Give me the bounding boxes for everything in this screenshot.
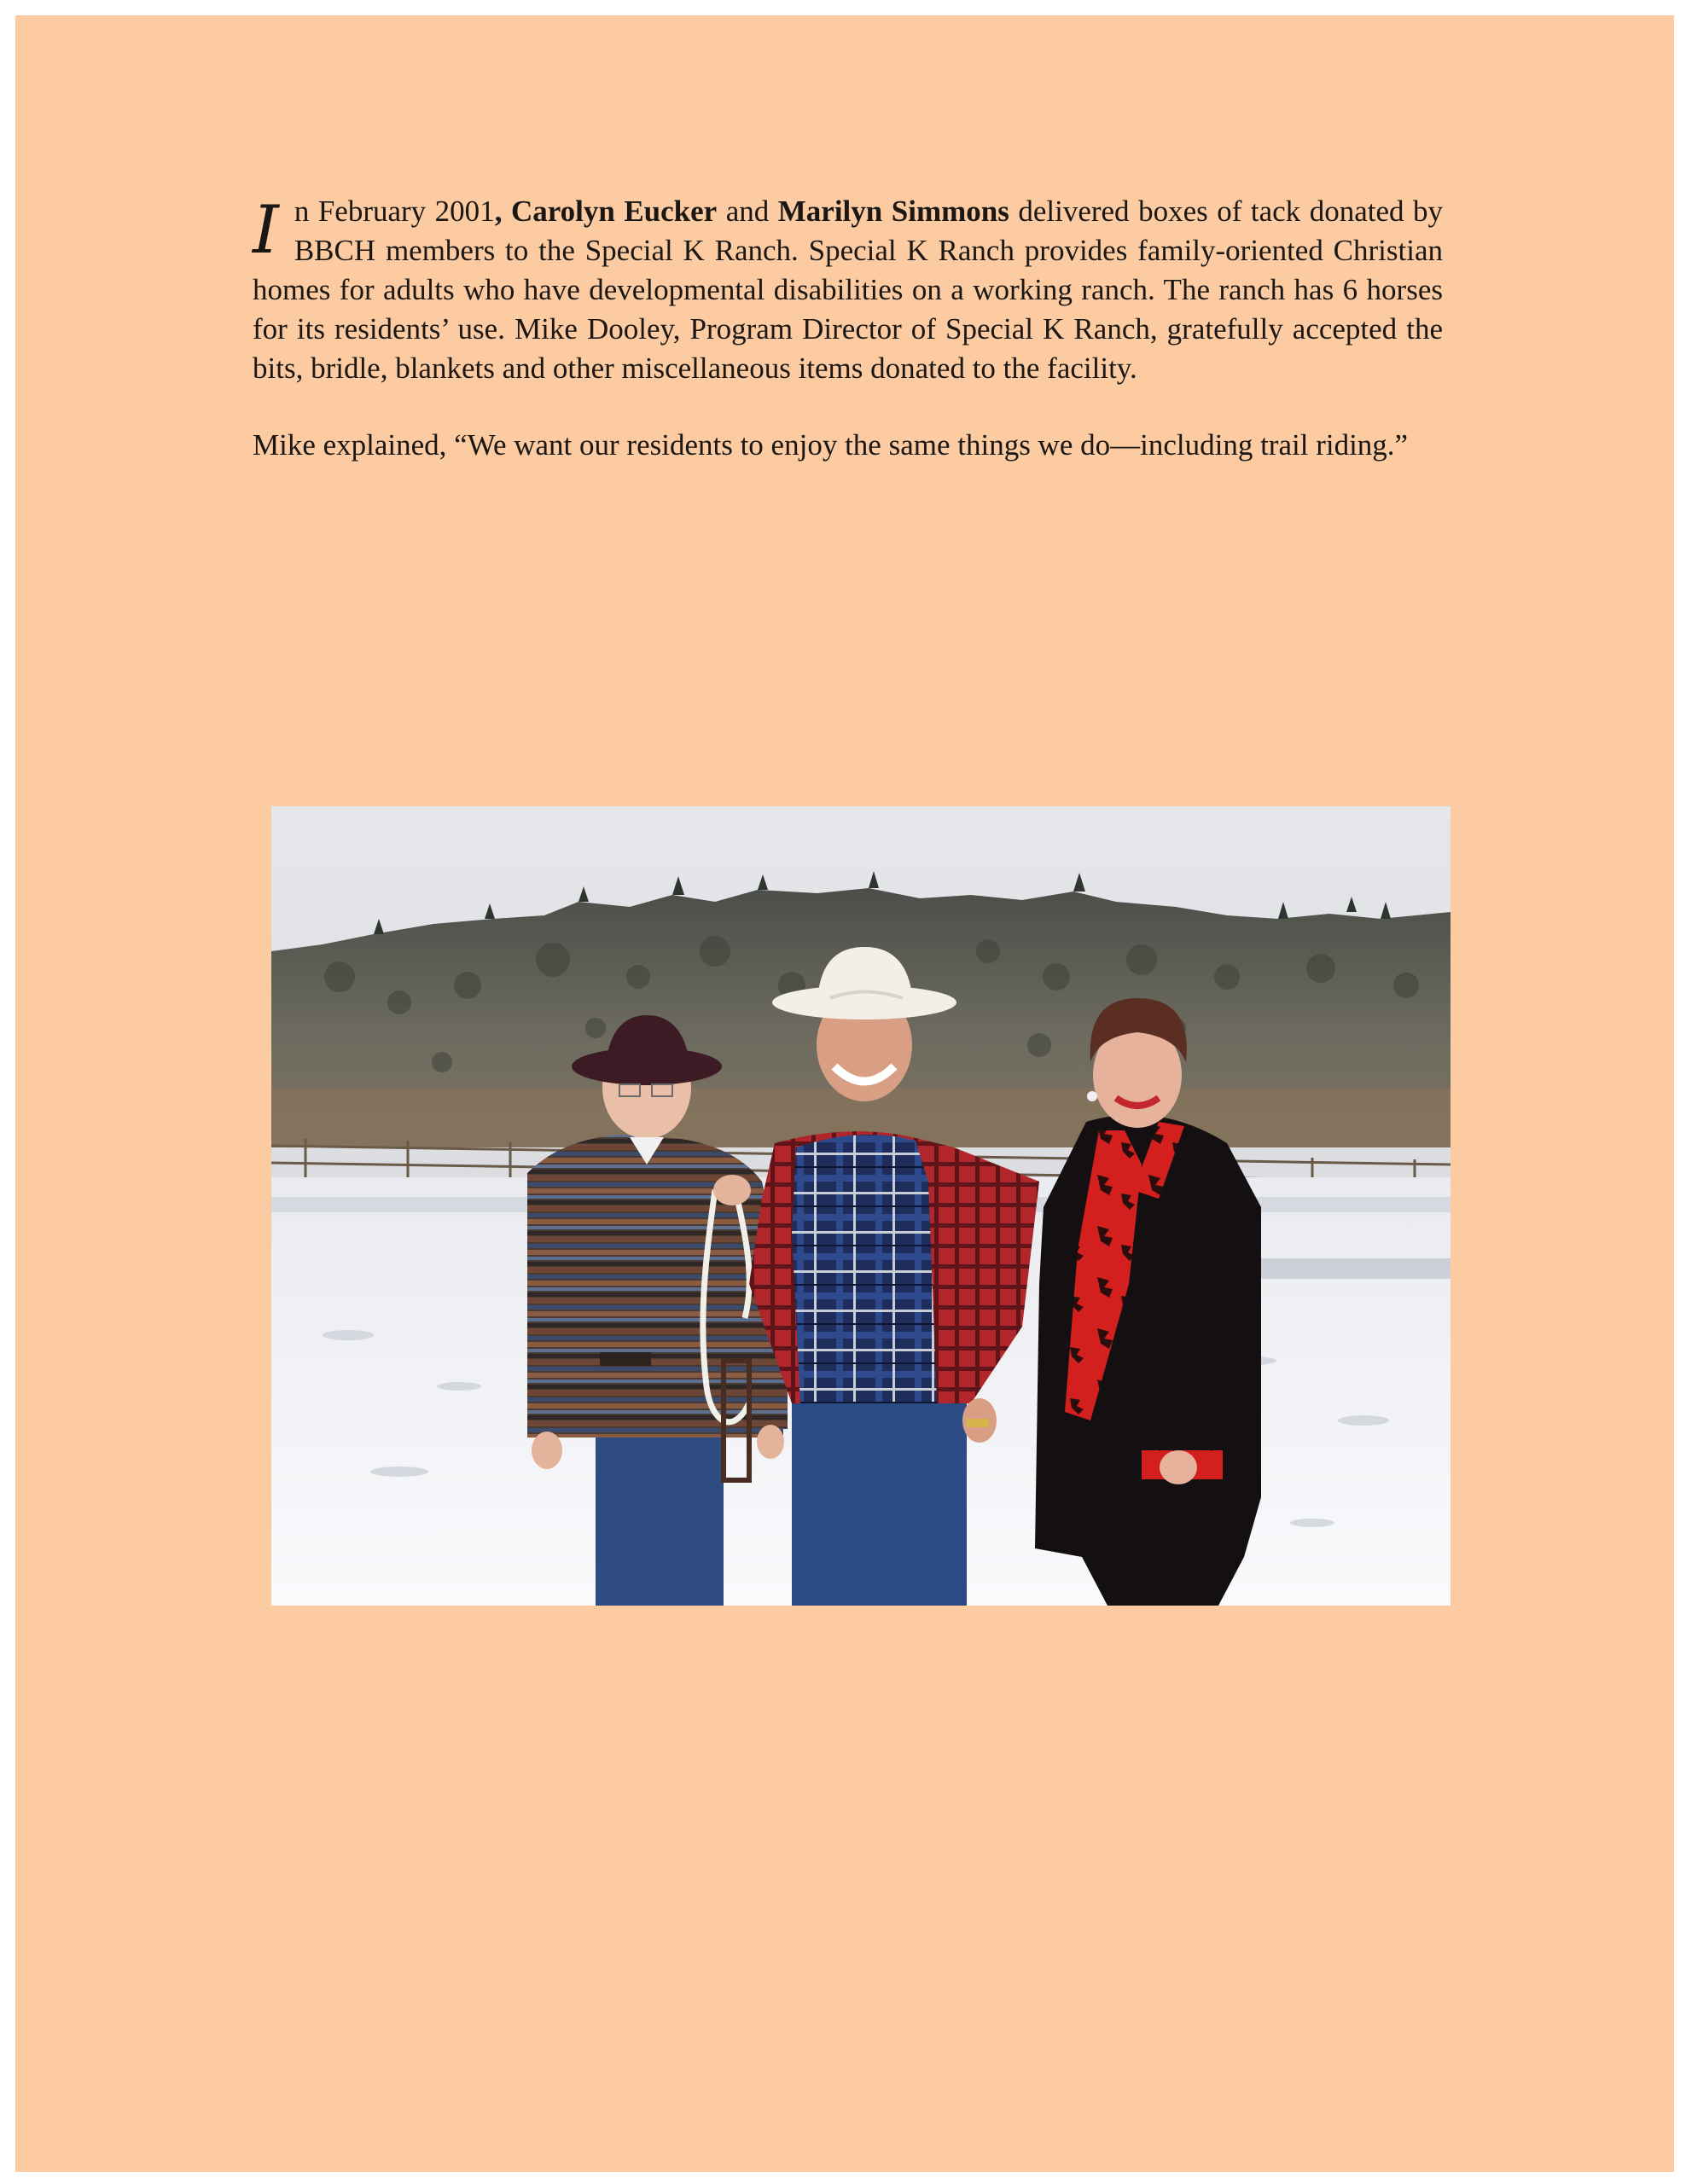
text-run: n February 2001 — [294, 195, 495, 228]
paper-sheet — [15, 15, 1674, 2172]
photo-illustration — [271, 806, 1451, 1606]
paragraph-1 — [253, 192, 1443, 388]
text-run: and — [717, 195, 778, 228]
text-run: delivered boxes of tack donated by BBCH members to the Special K Ranch. Special K Ranch provides family-oriented Christian homes for adults who have developmental disabilities on a working ranch. The ranch has 6 horses for its residents’ use. Mike Dooley, Program Director of Special K Ranch, gratefully accepted the bits, bridle, blankets and other miscellaneous items donated to the facility. — [253, 195, 1443, 385]
name-carolyn-eucker: , Carolyn Eucker — [494, 195, 718, 228]
drop-cap: I — [253, 192, 279, 269]
paragraph-2: Mike explained, “We want our residents to enjoy the same things we do—including trail riding.” — [253, 428, 1409, 462]
name-marilyn-simmons: Marilyn Simmons — [777, 195, 1009, 228]
article-text — [253, 192, 1443, 465]
photo-three-people-in-snow — [271, 806, 1451, 1606]
